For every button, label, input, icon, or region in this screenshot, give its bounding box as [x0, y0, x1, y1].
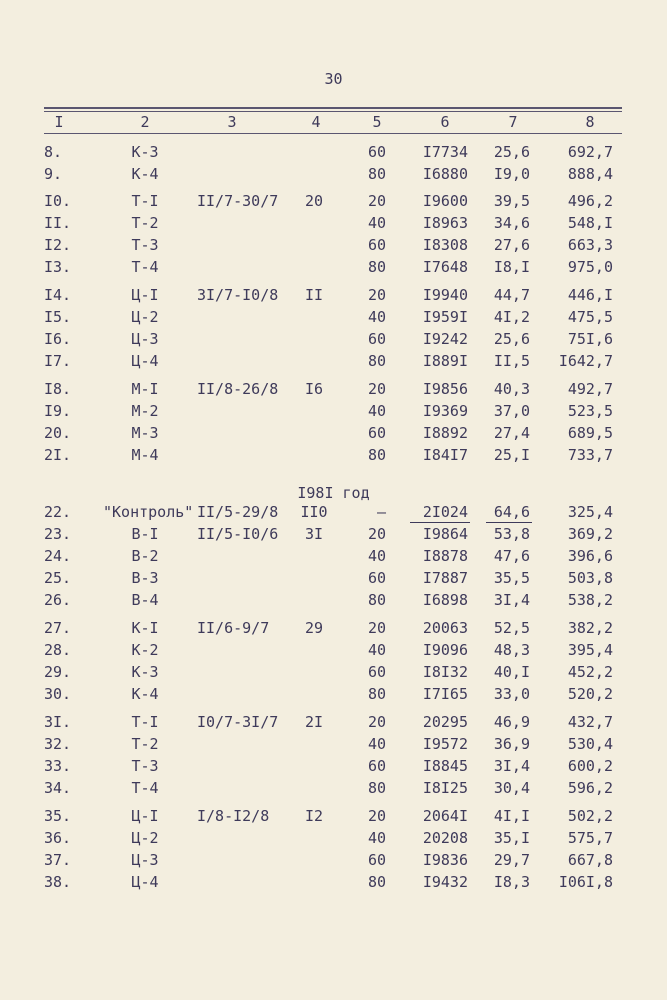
- table-cell: 689,5: [567, 424, 613, 442]
- table-cell: 3I.: [44, 713, 72, 731]
- table-cell: 44,7: [493, 286, 530, 304]
- table-cell: 40: [367, 735, 386, 753]
- table-row: [0, 827, 667, 849]
- table-cell: 496,2: [567, 192, 613, 210]
- table-cell: 9.: [44, 165, 63, 183]
- table-cell: 27,4: [493, 424, 530, 442]
- table-cell: 35,5: [493, 569, 530, 587]
- table-cell: 34.: [44, 779, 72, 797]
- table-cell: 80: [367, 446, 386, 464]
- header-cell: 7: [508, 113, 518, 131]
- table-cell: 40: [367, 214, 386, 232]
- table-cell: 492,7: [567, 380, 613, 398]
- header-rule-top: [44, 107, 622, 109]
- table-cell: I9572: [422, 735, 468, 753]
- table-cell: 369,2: [567, 525, 613, 543]
- table-cell: 20.: [44, 424, 72, 442]
- table-cell: 396,6: [567, 547, 613, 565]
- table-cell: 40: [367, 829, 386, 847]
- table-cell: 20: [367, 807, 386, 825]
- table-cell: II/6-9/7: [197, 619, 270, 637]
- table-cell: I9369: [422, 402, 468, 420]
- table-cell: I8878: [422, 547, 468, 565]
- table-cell: 523,5: [567, 402, 613, 420]
- table-cell: 20295: [422, 713, 468, 731]
- header-cell: 3: [227, 113, 237, 131]
- table-cell: 548,I: [567, 214, 613, 232]
- table-cell: 8.: [44, 143, 63, 161]
- table-cell: I8892: [422, 424, 468, 442]
- table-cell: 36,9: [493, 735, 530, 753]
- table-cell: 40,I: [493, 663, 530, 681]
- table-cell: 20: [367, 192, 386, 210]
- table-cell: 80: [367, 165, 386, 183]
- table-cell: I9096: [422, 641, 468, 659]
- header-rule-bottom: [44, 133, 622, 134]
- table-cell: 40: [367, 308, 386, 326]
- table-cell: I9,0: [493, 165, 530, 183]
- table-cell: 32.: [44, 735, 72, 753]
- table-cell: 30,4: [493, 779, 530, 797]
- table-row: [0, 501, 667, 523]
- table-row: [0, 422, 667, 444]
- page-number: 30: [324, 70, 343, 88]
- table-cell: К-I: [131, 619, 159, 637]
- table-cell: 325,4: [567, 503, 613, 521]
- table-row: [0, 871, 667, 893]
- table-cell: I8.: [44, 380, 72, 398]
- table-cell: 20: [367, 380, 386, 398]
- table-cell: I9600: [422, 192, 468, 210]
- table-row: [0, 328, 667, 350]
- table-cell: I8845: [422, 757, 468, 775]
- table-cell: I4.: [44, 286, 72, 304]
- table-cell: 64,6: [493, 503, 530, 521]
- table-cell: Ц-2: [131, 308, 159, 326]
- table-cell: М-4: [131, 446, 159, 464]
- table-cell: 35.: [44, 807, 72, 825]
- table-cell: I9836: [422, 851, 468, 869]
- table-cell: I06I,8: [558, 873, 613, 891]
- table-row: [0, 777, 667, 799]
- table-cell: II/7-30/7: [197, 192, 279, 210]
- table-cell: 40,3: [493, 380, 530, 398]
- section-title-text: I98I год: [297, 484, 370, 502]
- table-cell: В-4: [131, 591, 159, 609]
- table-cell: 80: [367, 873, 386, 891]
- table-cell: 60: [367, 663, 386, 681]
- table-cell: 4I,2: [493, 308, 530, 326]
- table-cell: 733,7: [567, 446, 613, 464]
- table-cell: I8,I: [493, 258, 530, 276]
- table-cell: К-4: [131, 165, 159, 183]
- table-cell: I9864: [422, 525, 468, 543]
- table-cell: 29: [304, 619, 324, 637]
- table-cell: 29,7: [493, 851, 530, 869]
- table-cell: 40: [367, 641, 386, 659]
- table-cell: Ц-3: [131, 851, 159, 869]
- table-cell: 60: [367, 851, 386, 869]
- table-cell: Т-I: [131, 713, 159, 731]
- table-cell: "Контроль": [103, 503, 194, 521]
- table-cell: I/8-I2/8: [197, 807, 270, 825]
- table-row: [0, 711, 667, 733]
- table-cell: 39,5: [493, 192, 530, 210]
- table-cell: 60: [367, 236, 386, 254]
- table-cell: 3I/7-I0/8: [197, 286, 279, 304]
- table-row: [0, 234, 667, 256]
- table-cell: 446,I: [567, 286, 613, 304]
- table-cell: 20: [367, 286, 386, 304]
- table-cell: 382,2: [567, 619, 613, 637]
- table-cell: I8,3: [493, 873, 530, 891]
- table-cell: I6.: [44, 330, 72, 348]
- table-row: [0, 444, 667, 466]
- table-cell: В-3: [131, 569, 159, 587]
- table-cell: I5.: [44, 308, 72, 326]
- table-cell: 3I,4: [493, 591, 530, 609]
- table-cell: 29.: [44, 663, 72, 681]
- table-cell: I0.: [44, 192, 72, 210]
- table-cell: 503,8: [567, 569, 613, 587]
- table-cell: 432,7: [567, 713, 613, 731]
- table-cell: 53,8: [493, 525, 530, 543]
- table-cell: I9242: [422, 330, 468, 348]
- table-row: [0, 545, 667, 567]
- table-cell: 60: [367, 143, 386, 161]
- table-cell: Т-4: [131, 258, 159, 276]
- table-cell: 52,5: [493, 619, 530, 637]
- table-cell: 24.: [44, 547, 72, 565]
- header-row: [0, 111, 667, 133]
- table-row: [0, 733, 667, 755]
- table-cell: 34,6: [493, 214, 530, 232]
- table-cell: 395,4: [567, 641, 613, 659]
- table-cell: II: [304, 286, 324, 304]
- table-cell: 3I: [304, 525, 324, 543]
- table-cell: 20: [367, 713, 386, 731]
- table-cell: I8I25: [422, 779, 468, 797]
- table-cell: 33.: [44, 757, 72, 775]
- table-cell: 27,6: [493, 236, 530, 254]
- table-cell: 975,0: [567, 258, 613, 276]
- header-cell: 5: [372, 113, 382, 131]
- table-cell: 60: [367, 330, 386, 348]
- table-cell: Ц-4: [131, 352, 159, 370]
- table-cell: 20208: [422, 829, 468, 847]
- table-cell: I6880: [422, 165, 468, 183]
- table-row: [0, 567, 667, 589]
- table-cell: 38.: [44, 873, 72, 891]
- table-cell: 600,2: [567, 757, 613, 775]
- table-cell: М-I: [131, 380, 159, 398]
- table-cell: 502,2: [567, 807, 613, 825]
- table-cell: I7887: [422, 569, 468, 587]
- table-cell: 25,I: [493, 446, 530, 464]
- table-cell: I9432: [422, 873, 468, 891]
- table-cell: Т-3: [131, 236, 159, 254]
- table-cell: I9940: [422, 286, 468, 304]
- table-cell: Т-I: [131, 192, 159, 210]
- table-cell: 25.: [44, 569, 72, 587]
- table-cell: I2: [304, 807, 324, 825]
- table-cell: I9856: [422, 380, 468, 398]
- table-cell: Ц-2: [131, 829, 159, 847]
- table-cell: I6898: [422, 591, 468, 609]
- table-cell: 80: [367, 258, 386, 276]
- table-row: [0, 212, 667, 234]
- table-cell: Ц-I: [131, 807, 159, 825]
- table-row: [0, 589, 667, 611]
- table-cell: 20: [367, 619, 386, 637]
- table-cell: I8I32: [422, 663, 468, 681]
- table-cell: I6: [304, 380, 324, 398]
- table-row: [0, 639, 667, 661]
- table-cell: К-4: [131, 685, 159, 703]
- table-cell: 2I.: [44, 446, 72, 464]
- table-cell: 80: [367, 591, 386, 609]
- table-cell: I7648: [422, 258, 468, 276]
- table-cell: 33,0: [493, 685, 530, 703]
- table-cell: Ц-I: [131, 286, 159, 304]
- table-cell: 60: [367, 569, 386, 587]
- table-cell: I7734: [422, 143, 468, 161]
- table-row: [0, 849, 667, 871]
- table-row: [0, 683, 667, 705]
- table-cell: 37.: [44, 851, 72, 869]
- table-cell: Т-2: [131, 735, 159, 753]
- table-cell: 575,7: [567, 829, 613, 847]
- table-cell: 530,4: [567, 735, 613, 753]
- table-cell: 60: [367, 424, 386, 442]
- table-cell: К-3: [131, 663, 159, 681]
- table-cell: I7.: [44, 352, 72, 370]
- table-cell: 35,I: [493, 829, 530, 847]
- table-cell: I8963: [422, 214, 468, 232]
- table-row: [0, 163, 667, 185]
- table-cell: 4I,I: [493, 807, 530, 825]
- table-cell: 520,2: [567, 685, 613, 703]
- table-cell: Ц-3: [131, 330, 159, 348]
- table-cell: 30.: [44, 685, 72, 703]
- table-cell: II/5-I0/6: [197, 525, 279, 543]
- table-cell: 40: [367, 402, 386, 420]
- table-cell: 28.: [44, 641, 72, 659]
- table-cell: I3.: [44, 258, 72, 276]
- table-cell: 2I024: [422, 503, 468, 521]
- table-row: [0, 350, 667, 372]
- table-cell: II0: [300, 503, 328, 521]
- table-cell: Ц-4: [131, 873, 159, 891]
- table-cell: 667,8: [567, 851, 613, 869]
- table-cell: I9.: [44, 402, 72, 420]
- header-cell: 2: [140, 113, 150, 131]
- table-cell: Т-4: [131, 779, 159, 797]
- table-cell: II.: [44, 214, 72, 232]
- table-cell: 23.: [44, 525, 72, 543]
- table-cell: М-2: [131, 402, 159, 420]
- table-cell: М-3: [131, 424, 159, 442]
- table-cell: 80: [367, 685, 386, 703]
- table-cell: 692,7: [567, 143, 613, 161]
- table-cell: 36.: [44, 829, 72, 847]
- table-cell: 475,5: [567, 308, 613, 326]
- table-row: [0, 617, 667, 639]
- table-row: [0, 190, 667, 212]
- table-cell: 48,3: [493, 641, 530, 659]
- table-cell: 80: [367, 779, 386, 797]
- table-cell: I642,7: [558, 352, 613, 370]
- header-cell: 4: [311, 113, 321, 131]
- table-row: [0, 256, 667, 278]
- table-cell: 663,3: [567, 236, 613, 254]
- table-cell: 596,2: [567, 779, 613, 797]
- table-cell: 40: [367, 547, 386, 565]
- table-cell: I2.: [44, 236, 72, 254]
- table-row: [0, 755, 667, 777]
- table-row: [0, 661, 667, 683]
- table-cell: К-2: [131, 641, 159, 659]
- table-cell: 22.: [44, 503, 72, 521]
- table-row: [0, 400, 667, 422]
- table-cell: 26.: [44, 591, 72, 609]
- table-cell: 25,6: [493, 143, 530, 161]
- table-row: [0, 523, 667, 545]
- table-cell: 538,2: [567, 591, 613, 609]
- table-cell: 20063: [422, 619, 468, 637]
- table-cell: 888,4: [567, 165, 613, 183]
- table-row: [0, 378, 667, 400]
- table-cell: II/8-26/8: [197, 380, 279, 398]
- table-cell: II,5: [493, 352, 530, 370]
- table-cell: 452,2: [567, 663, 613, 681]
- table-cell: В-I: [131, 525, 159, 543]
- table-cell: II/5-29/8: [197, 503, 279, 521]
- header-cell: I: [54, 113, 64, 131]
- table-cell: 37,0: [493, 402, 530, 420]
- table-cell: I8308: [422, 236, 468, 254]
- table-cell: 20: [367, 525, 386, 543]
- table-cell: 25,6: [493, 330, 530, 348]
- table-cell: К-3: [131, 143, 159, 161]
- table-cell: I7I65: [422, 685, 468, 703]
- table-cell: 20: [304, 192, 324, 210]
- table-row: [0, 284, 667, 306]
- table-cell: I959I: [422, 308, 468, 326]
- header-cell: 6: [440, 113, 450, 131]
- table-cell: 2064I: [422, 807, 468, 825]
- table-cell: 47,6: [493, 547, 530, 565]
- table-cell: 60: [367, 757, 386, 775]
- table-cell: 80: [367, 352, 386, 370]
- table-cell: 2I: [304, 713, 324, 731]
- table-cell: Т-2: [131, 214, 159, 232]
- table-row: [0, 141, 667, 163]
- table-cell: –: [376, 503, 386, 521]
- table-row: [0, 306, 667, 328]
- table-cell: Т-3: [131, 757, 159, 775]
- table-cell: I889I: [422, 352, 468, 370]
- header-cell: 8: [585, 113, 595, 131]
- table-cell: 3I,4: [493, 757, 530, 775]
- table-cell: 75I,6: [567, 330, 613, 348]
- table-cell: В-2: [131, 547, 159, 565]
- table-cell: 27.: [44, 619, 72, 637]
- table-cell: 46,9: [493, 713, 530, 731]
- table-cell: I0/7-3I/7: [197, 713, 279, 731]
- table-cell: I84I7: [422, 446, 468, 464]
- table-row: [0, 805, 667, 827]
